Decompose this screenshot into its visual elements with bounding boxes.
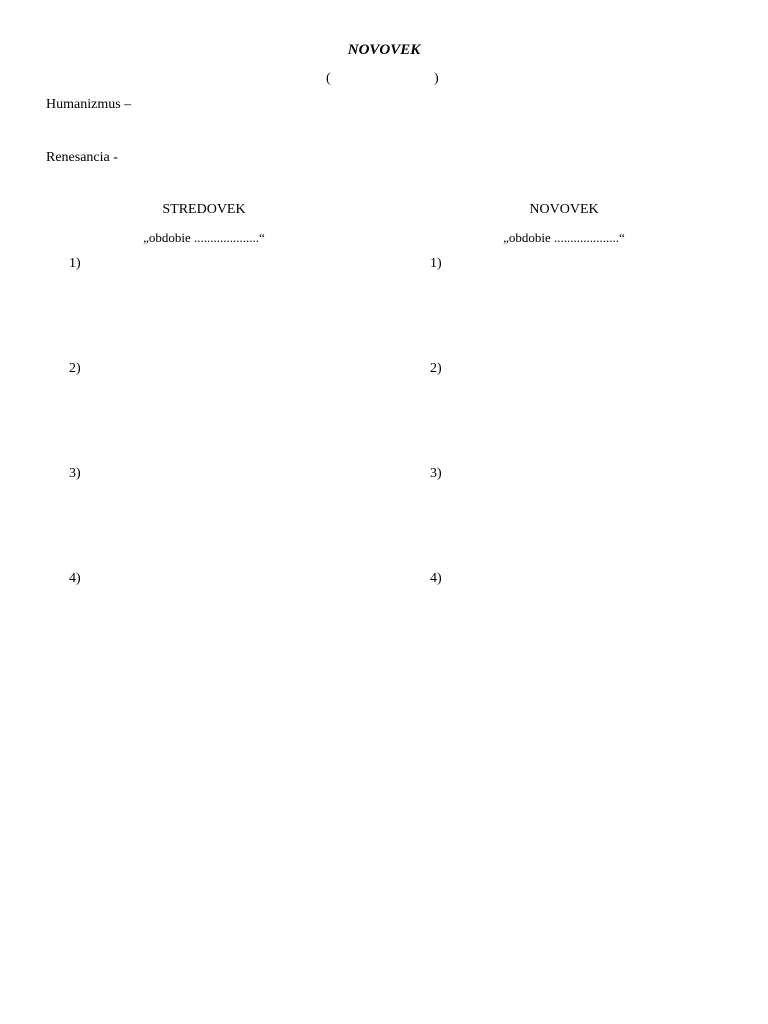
left-item-number: 1) bbox=[69, 256, 81, 271]
paren-open: ( bbox=[326, 71, 331, 86]
left-item-number: 4) bbox=[69, 571, 81, 586]
right-column-heading: NOVOVEK bbox=[529, 202, 599, 217]
right-item-number: 4) bbox=[430, 571, 442, 586]
right-item-number: 2) bbox=[430, 361, 442, 376]
right-item-number: 3) bbox=[430, 466, 442, 481]
right-column-subheading: „obdobie ....................“ bbox=[503, 230, 625, 245]
left-item-number: 2) bbox=[69, 361, 81, 376]
right-item-number: 1) bbox=[430, 256, 442, 271]
left-column-subheading: „obdobie ....................“ bbox=[143, 230, 265, 245]
page-title: NOVOVEK bbox=[347, 42, 421, 58]
paren-close: ) bbox=[434, 71, 439, 86]
term-humanizmus: Humanizmus – bbox=[46, 97, 132, 112]
left-item-number: 3) bbox=[69, 466, 81, 481]
term-renesancia: Renesancia - bbox=[46, 150, 118, 165]
left-column-heading: STREDOVEK bbox=[162, 202, 246, 217]
